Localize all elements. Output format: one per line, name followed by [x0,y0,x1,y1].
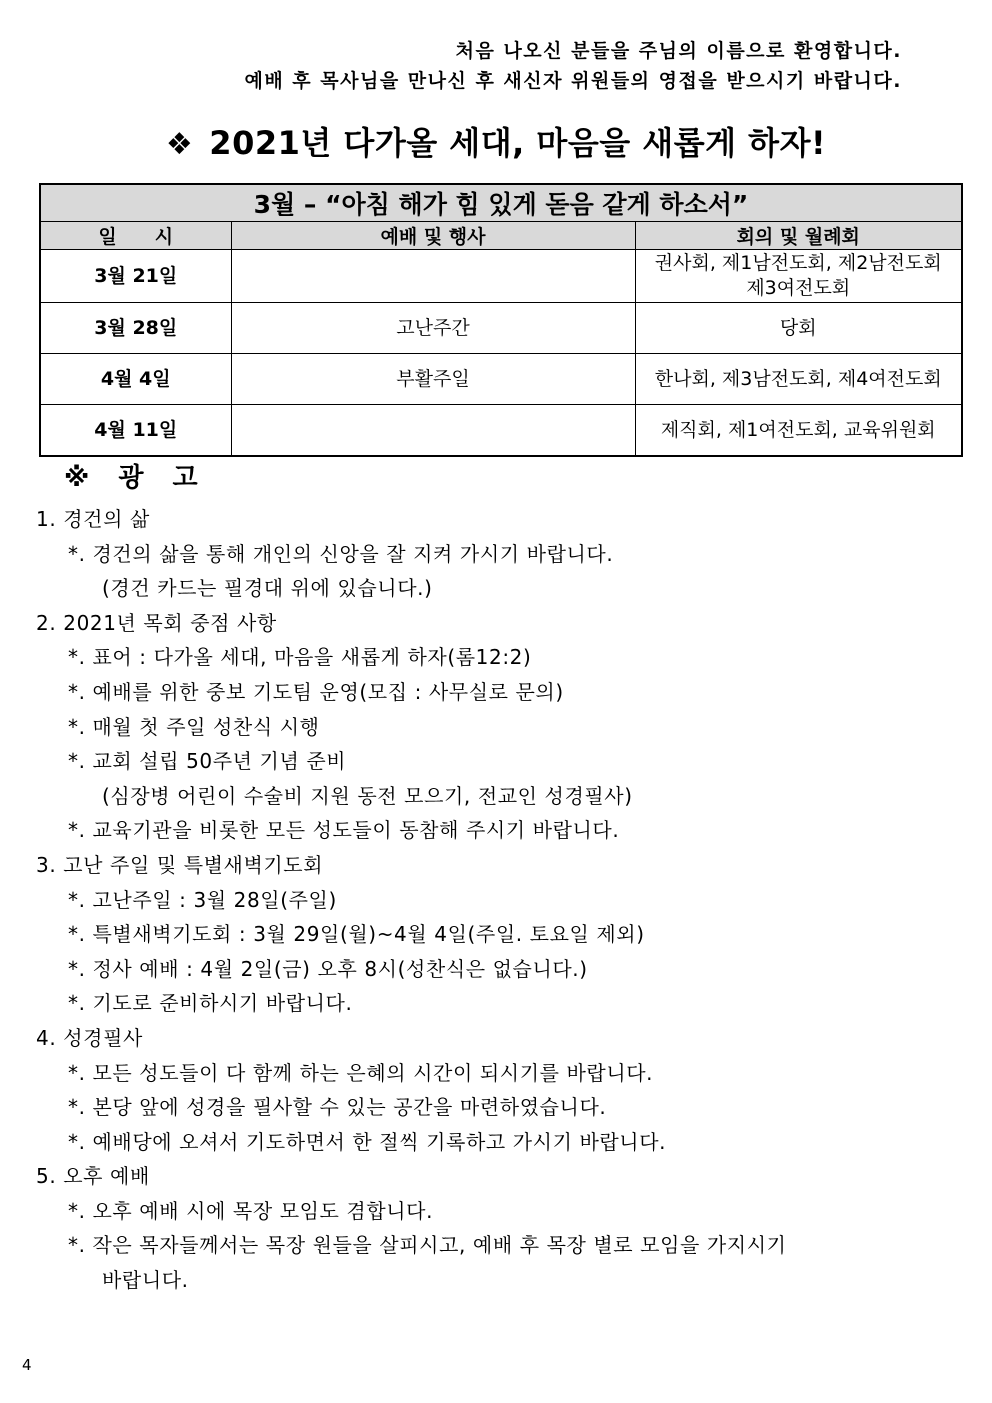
row-event [231,250,635,303]
announcement-item: *. 정사 예배 : 4월 2일(금) 오후 8시(성찬식은 없습니다.) [68,956,588,981]
diamond-icon: ❖ [165,127,194,162]
row-meeting: 당회 [635,303,962,354]
announcement-item: *. 특별새벽기도회 : 3월 29일(월)~4월 4일(주일. 토요일 제외) [68,922,645,947]
table-row [40,405,962,457]
row-meeting-line-1: 권사회, 제1남전도회, 제2남전도회 [654,252,942,274]
row-event: 고난주간 [231,303,635,354]
announcement-item: *. 모든 성도들이 다 함께 하는 은혜의 시간이 되시기를 바랍니다. [68,1060,654,1085]
header-date: 일 시 [40,222,231,250]
announcement-item: *. 예배를 위한 중보 기도팀 운영(모집 : 사무실로 문의) [68,679,564,704]
row-meeting: 제직회, 제1여전도회, 교육위원회 [635,405,962,457]
announcement-item: *. 예배당에 오셔서 기도하면서 한 절씩 기록하고 가시기 바랍니다. [68,1129,667,1154]
table-row [40,303,962,354]
schedule-banner: 3월 – “아침 해가 힘 있게 돋음 같게 하소서” [40,184,962,222]
row-date: 4월 4일 [40,354,231,405]
announcement-item: *. 본당 앞에 성경을 필사할 수 있는 공간을 마련하였습니다. [68,1095,607,1120]
announcement-item: *. 표어 : 다가올 세대, 마음을 새롭게 하자(롬12:2) [68,645,532,670]
row-meeting: 한나회, 제3남전도회, 제4여전도회 [635,354,962,405]
row-date: 3월 21일 [40,250,231,303]
announcements-heading: ※ 광 고 [64,463,208,493]
announcement-item-note: (경건 카드는 필경대 위에 있습니다.) [102,576,433,601]
announcement-section-heading: 1. 경건의 삶 [36,507,150,531]
schedule-header-row [40,222,962,250]
page-title-text: 2021년 다가올 세대, 마음을 새롭게 하자! [209,124,827,162]
welcome-line-2: 예배 후 목사님을 만나신 후 새신자 위원들의 영접을 받으시기 바랍니다. [244,70,902,92]
page-number: 4 [22,1356,32,1374]
row-meeting-line-2: 제3여전도회 [746,277,851,299]
announcement-item: *. 작은 목자들께서는 목장 원들을 살피시고, 예배 후 목장 별로 모임을 가지시기 [68,1233,787,1258]
announcement-item: *. 오후 예배 시에 목장 모임도 겸합니다. [68,1198,434,1223]
announcement-item: *. 기도로 준비하시기 바랍니다. [68,991,353,1016]
announcement-item-note: (심장병 어린이 수술비 지원 동전 모으기, 전교인 성경필사) [102,783,633,808]
row-meeting [635,250,962,303]
welcome-line-1: 처음 나오신 분들을 주님의 이름으로 환영합니다. [455,40,902,62]
row-event [231,405,635,457]
announcement-section-heading: 3. 고난 주일 및 특별새벽기도회 [36,852,324,877]
announcement-item: *. 고난주일 : 3월 28일(주일) [68,887,337,912]
header-event: 예배 및 행사 [231,222,635,250]
row-event: 부활주일 [231,354,635,405]
schedule-table [39,183,963,457]
announcement-section-heading: 2. 2021년 목회 중점 사항 [36,610,277,635]
announcement-item: *. 교회 설립 50주년 기념 준비 [68,749,347,774]
announcement-item-continuation: 바랍니다. [102,1268,189,1293]
announcements-list [36,502,936,1298]
announcement-item: *. 교육기관을 비롯한 모든 성도들이 동참해 주시기 바랍니다. [68,818,620,843]
table-row [40,354,962,405]
row-date: 3월 28일 [40,303,231,354]
schedule-banner-row [40,184,962,222]
welcome-message [244,36,902,96]
announcement-section-heading: 4. 성경필사 [36,1025,143,1050]
header-meeting: 회의 및 월례회 [635,222,962,250]
page-title [0,118,992,164]
announcement-item: *. 경건의 삶을 통해 개인의 신앙을 잘 지켜 가시기 바랍니다. [68,541,614,566]
row-date: 4월 11일 [40,405,231,457]
table-row [40,250,962,303]
announcement-item: *. 매월 첫 주일 성찬식 시행 [68,714,320,739]
announcement-section-heading: 5. 오후 예배 [36,1164,150,1189]
